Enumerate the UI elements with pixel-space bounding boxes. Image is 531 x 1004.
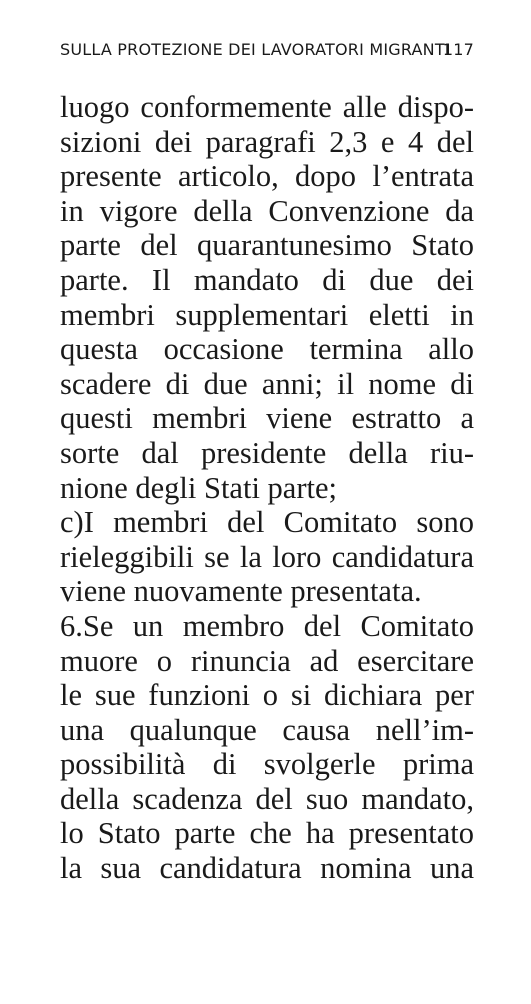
text-line: muore o rinuncia ad esercitare [60, 643, 474, 678]
text-line: lo Stato parte che ha presentato [60, 816, 474, 851]
text-line: questa occasione termina allo [60, 332, 474, 367]
text-line: la sua candidatura nomina una [60, 851, 474, 886]
text-line: presente articolo, dopo l’entrata [60, 159, 474, 194]
running-header [60, 40, 474, 64]
text-line: parte. Il mandato di due dei [60, 262, 474, 297]
text-line: c)I membri del Comitato sono [60, 505, 474, 540]
page-number: 117 [442, 40, 474, 59]
text-line: una qualunque causa nell’im- [60, 712, 474, 747]
text-line: membri supplementari eletti in [60, 297, 474, 332]
running-title: SULLA PROTEZIONE DEI LAVORATORI MIGRANTI [60, 40, 450, 59]
text-line: rieleggibili se la loro candidatura [60, 539, 474, 574]
text-line: nione degli Stati parte; [60, 470, 337, 505]
text-line: sizioni dei paragrafi 2,3 e 4 del [60, 124, 474, 159]
text-line: sorte dal presidente della riu- [60, 435, 474, 470]
text-line: scadere di due anni; il nome di [60, 366, 474, 401]
text-line: le sue funzioni o si dichiara per [60, 678, 474, 713]
text-line: 6.Se un membro del Comitato [60, 608, 474, 643]
text-line: possibilità di svolgerle prima [60, 747, 474, 782]
text-line: viene nuovamente presentata. [60, 574, 422, 609]
text-line: della scadenza del suo mandato, [60, 781, 474, 816]
body-text [60, 90, 474, 886]
text-line: questi membri viene estratto a [60, 401, 474, 436]
text-line: parte del quarantunesimo Stato [60, 228, 474, 263]
text-line: in vigore della Convenzione da [60, 193, 474, 228]
text-line: luogo conformemente alle dispo- [60, 90, 474, 124]
